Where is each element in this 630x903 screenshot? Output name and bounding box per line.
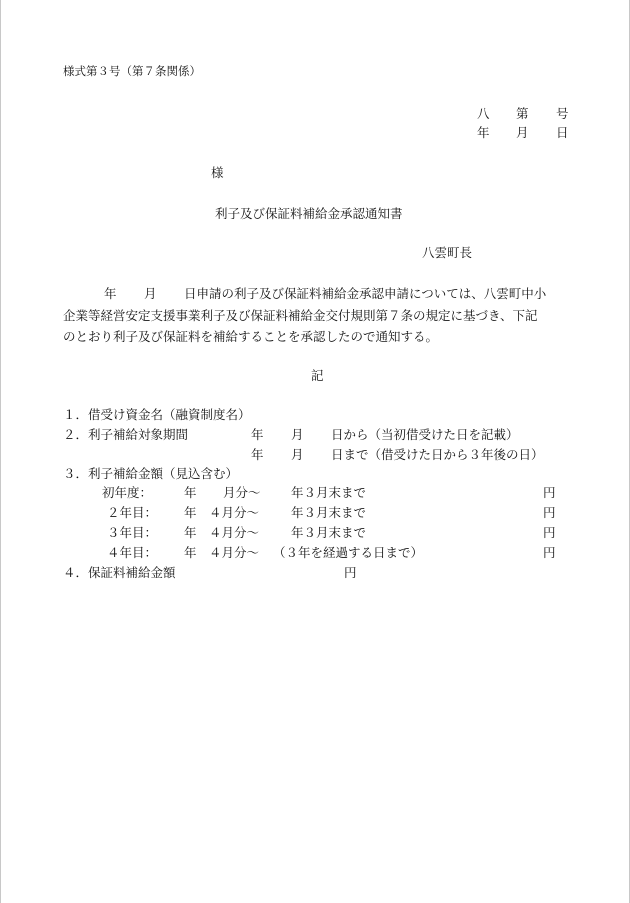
row-label: 初年度：	[102, 485, 153, 500]
doc-date-year: 年	[477, 125, 490, 140]
row-unit: 円	[543, 525, 556, 540]
form-label: 様式第３号（第７条関係）	[63, 64, 201, 78]
period-to-text: 日まで（借受けた日から３年後の日）	[331, 447, 544, 462]
doc-number-char-3: 号	[556, 106, 569, 121]
row-end: （３年を経過する日まで）	[273, 545, 424, 560]
row-year: 年	[184, 545, 197, 560]
body-line-2: 企業等経営安定支援事業利子及び保証料補給金交付規則第７条の規定に基づき、下記	[63, 308, 538, 323]
body-line-1: 日申請の利子及び保証料補給金承認申請については、八雲町中小	[184, 286, 547, 301]
row-start: ４月分～	[209, 545, 260, 560]
row-start: 月分～	[223, 485, 261, 500]
doc-number-char-2: 第	[516, 106, 529, 121]
item-1: １．借受け資金名（融資制度名）	[63, 407, 251, 422]
period-from-year: 年	[251, 427, 264, 442]
item-4-unit: 円	[344, 565, 357, 580]
row-year: 年	[184, 505, 197, 520]
body-year: 年	[104, 286, 117, 301]
issuer-name: 八雲町長	[422, 245, 473, 260]
period-to-year: 年	[251, 447, 264, 462]
row-unit: 円	[543, 545, 556, 560]
document-title: 利子及び保証料補給金承認通知書	[215, 206, 403, 221]
row-year: 年	[184, 525, 197, 540]
row-end: 年３月末まで	[291, 525, 367, 540]
item-4-label: ４．保証料補給金額	[63, 565, 176, 580]
period-to-month: 月	[291, 447, 304, 462]
row-end: 年３月末まで	[291, 485, 367, 500]
row-label: ４年目：	[107, 545, 158, 560]
row-start: ４月分～	[209, 525, 260, 540]
body-line-3: のとおり利子及び保証料を補給することを承認したので通知する。	[63, 329, 439, 344]
ki-heading: 記	[311, 368, 324, 383]
doc-number-char-1: 八	[477, 106, 490, 121]
item-2-label: ２．利子補給対象期間	[63, 427, 189, 442]
item-3: ３．利子補給金額（見込含む）	[63, 466, 239, 481]
row-end: 年３月末まで	[291, 505, 367, 520]
period-from-text: 日から（当初借受けた日を記載）	[331, 427, 519, 442]
row-year: 年	[184, 485, 197, 500]
doc-date-day: 日	[556, 125, 569, 140]
body-month: 月	[144, 286, 157, 301]
doc-date-month: 月	[516, 125, 529, 140]
row-unit: 円	[543, 485, 556, 500]
row-start: ４月分～	[209, 505, 260, 520]
addressee-suffix: 様	[211, 165, 224, 180]
period-from-month: 月	[291, 427, 304, 442]
row-label: ２年目：	[107, 505, 158, 520]
row-label: ３年目：	[107, 525, 158, 540]
row-unit: 円	[543, 505, 556, 520]
